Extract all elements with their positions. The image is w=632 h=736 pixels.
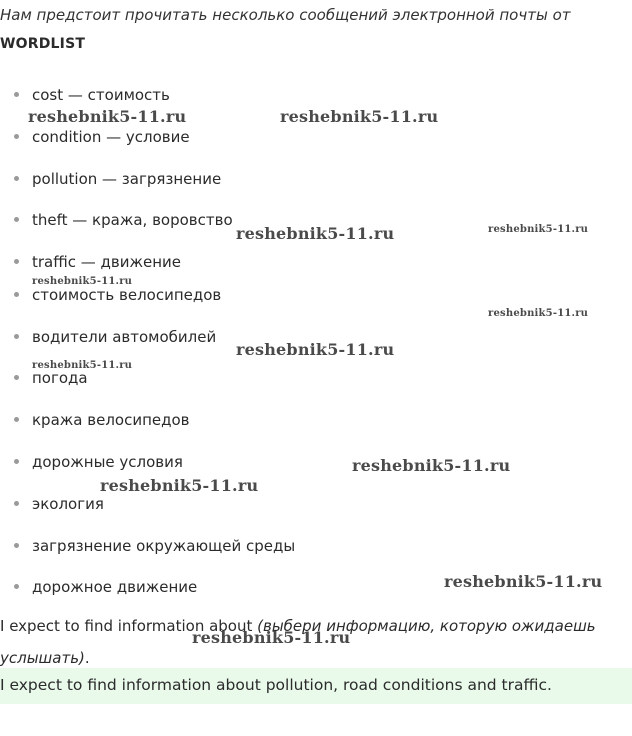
list-item-text: дорожное движение (32, 578, 198, 596)
bullet-icon (14, 375, 19, 380)
list-item (14, 495, 104, 515)
list-item-text: дорожные условия (32, 453, 183, 471)
list-item-text: theft — кража, воровство (32, 211, 233, 229)
watermark: reshebnik5-11.ru (444, 572, 603, 591)
list-item-text: экология (32, 495, 104, 513)
list-item (14, 578, 197, 598)
bullet-icon (14, 217, 19, 222)
watermark: reshebnik5-11.ru (100, 476, 259, 495)
bullet-icon (14, 259, 19, 264)
watermark: reshebnik5-11.ru (32, 360, 133, 371)
watermark: reshebnik5-11.ru (28, 107, 187, 126)
bullet-icon (14, 334, 19, 339)
watermark: reshebnik5-11.ru (236, 340, 395, 359)
list-item (14, 170, 221, 190)
list-item-text: погода (32, 369, 88, 387)
watermark: reshebnik5-11.ru (488, 224, 589, 235)
list-item (14, 453, 183, 473)
question-lead: I expect to find information about (0, 617, 258, 635)
list-item-text: traffic — движение (32, 253, 182, 271)
list-item (14, 86, 170, 106)
list-item (14, 253, 181, 273)
list-item-text: стоимость велосипедов (32, 286, 222, 304)
bullet-icon (14, 417, 19, 422)
bullet-icon (14, 501, 19, 506)
list-item-text: водители автомобилей (32, 328, 217, 346)
watermark: reshebnik5-11.ru (192, 628, 351, 647)
list-item (14, 369, 88, 389)
watermark: reshebnik5-11.ru (32, 276, 133, 287)
bullet-icon (14, 176, 19, 181)
list-item (14, 128, 190, 148)
bullet-icon (14, 292, 19, 297)
list-item-text: cost — стоимость (32, 86, 170, 104)
list-item-text: кража велосипедов (32, 411, 190, 429)
bullet-icon (14, 584, 19, 589)
list-item (14, 286, 221, 306)
watermark: reshebnik5-11.ru (488, 308, 589, 319)
list-item (14, 537, 295, 557)
bullet-icon (14, 92, 19, 97)
bullet-icon (14, 134, 19, 139)
list-item-text: pollution — загрязнение (32, 170, 222, 188)
watermark: reshebnik5-11.ru (280, 107, 439, 126)
list-item-text: загрязнение окружающей среды (32, 537, 296, 555)
bullet-icon (14, 459, 19, 464)
intro-text: Нам предстоит прочитать несколько сообщений электронной почты от (0, 6, 571, 24)
wordlist-heading: WORDLIST (0, 36, 86, 52)
bullet-icon (14, 543, 19, 548)
answer-text: I expect to find information about pollution, road conditions and traffic. (0, 676, 552, 694)
answer-box (0, 668, 632, 704)
list-item-text: condition — условие (32, 128, 190, 146)
question-hint: (выбери информацию, которую ожидаешь услышать) (0, 617, 596, 667)
list-item (14, 211, 233, 231)
watermark: reshebnik5-11.ru (352, 456, 511, 475)
list-item (14, 328, 216, 348)
question-end: . (84, 649, 90, 667)
watermark: reshebnik5-11.ru (236, 224, 395, 243)
list-item (14, 411, 190, 431)
